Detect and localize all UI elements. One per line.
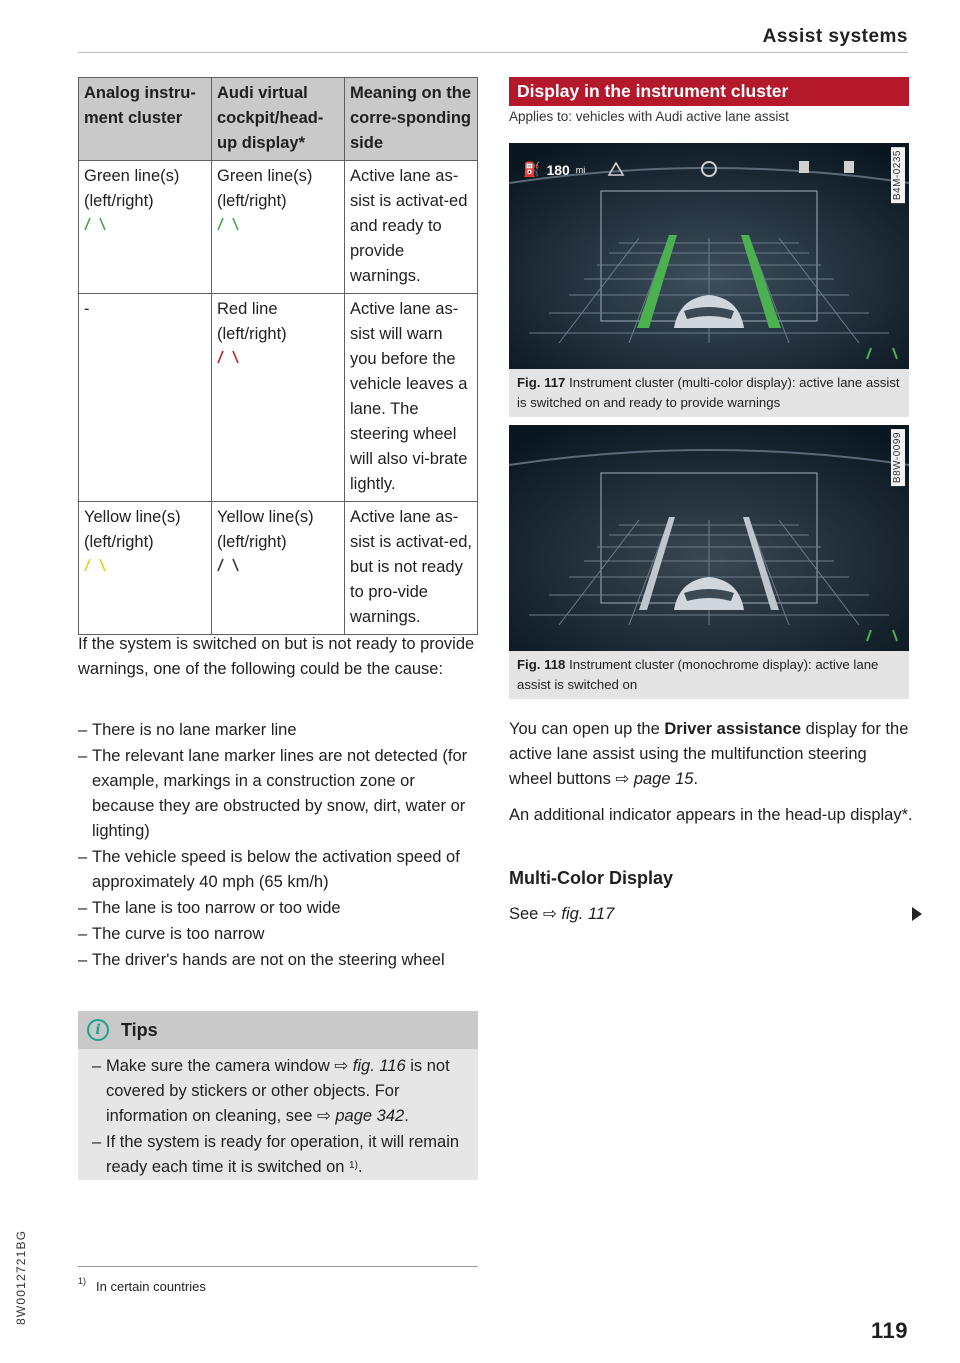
table-cell: Active lane as-sist is activat-ed, but is not ready to pro-vide warnings.: [345, 502, 478, 635]
list-item: – If the system is ready for operation, it will remain ready each time it is switched on $^{1)}$.: [92, 1130, 468, 1180]
table-header-analog: Analog instru-ment cluster: [79, 78, 212, 161]
figure-117: [509, 143, 909, 417]
list-item: – The driver's hands are not on the steering wheel: [78, 948, 478, 973]
page-number: 119: [871, 1318, 908, 1343]
table-cell: Yellow line(s) (left/right): [84, 508, 181, 551]
multicolor-display-image: [509, 143, 909, 369]
table-cell: -: [79, 294, 212, 502]
section-title-bar: [509, 77, 909, 106]
list-item: – The vehicle speed is below the activation speed of approximately 40 mph (65 km/h): [78, 845, 478, 895]
footnote: $^{1)}$ In certain countries: [78, 1276, 206, 1294]
tips-header: [78, 1011, 478, 1049]
tips-box: [78, 1011, 478, 1180]
table-cell: Green line(s) (left/right): [84, 167, 180, 210]
footnote-divider: [78, 1266, 478, 1267]
figure-code: B4M-0235: [891, 147, 905, 203]
odometer-readout: ⛽ 180 mi: [523, 161, 586, 178]
lane-indicator-table: [78, 77, 478, 635]
tips-list: [78, 1049, 478, 1180]
table-cell: Red line (left/right): [217, 300, 287, 343]
cause-intro-text: If the system is switched on but is not ready to provide warnings, one of the following could be the cause:: [78, 635, 475, 678]
table-cell: Yellow line(s) (left/right): [217, 508, 314, 551]
list-item: – There is no lane marker line: [78, 718, 478, 743]
table-row: [79, 294, 478, 502]
head-up-paragraph: An additional indicator appears in the head-up display*.: [509, 806, 913, 824]
figure-118: [509, 425, 909, 699]
list-item: – The relevant lane marker lines are not detected (for example, markings in a construction zone or because they are obstructed by snow, dirt, water or lighting): [78, 744, 478, 844]
table-cell: Green line(s) (left/right): [217, 167, 313, 210]
figure-caption: Fig. 117 Instrument cluster (multi-color display): active lane assist is switched on and ready to provide warnings: [517, 375, 900, 410]
table-header-meaning: Meaning on the corre-sponding side: [345, 78, 478, 161]
list-item: – Make sure the camera window ⇨ fig. 116 is not covered by stickers or other objects. For information on cleaning, see ⇨ page 342.: [92, 1054, 468, 1129]
monochrome-display-image: [509, 425, 909, 651]
green-lane-lines-icon: [217, 217, 239, 231]
green-lane-lines-icon: [84, 217, 106, 231]
red-lane-lines-icon: [217, 350, 239, 364]
figure-code: B8W-0099: [891, 429, 905, 486]
fuel-pump-icon: ⛽: [523, 161, 541, 177]
table-header-row: [79, 78, 478, 161]
section-title: Display in the instrument cluster: [517, 81, 789, 101]
tips-label: Tips: [121, 1019, 158, 1040]
continue-arrow-icon: [912, 907, 922, 921]
lane-lines-icon: [217, 558, 239, 572]
table-cell: Active lane as-sist is activat-ed and ready to provide warnings.: [345, 161, 478, 294]
table-row: [79, 502, 478, 635]
fig-116-link[interactable]: ⇨ fig. 116: [334, 1057, 406, 1075]
fig-117-link[interactable]: ⇨ fig. 117: [542, 905, 615, 923]
driver-assistance-paragraph: You can open up the Driver assistance display for the active lane assist using the multifunction steering wheel buttons ⇨ page 15.: [509, 720, 909, 788]
info-icon: i: [87, 1019, 109, 1041]
list-item: – The curve is too narrow: [78, 922, 478, 947]
section-header-title: Assist systems: [762, 26, 908, 47]
table-row: [79, 161, 478, 294]
table-header-virtual-cockpit: Audi virtual cockpit/head-up display*: [212, 78, 345, 161]
cause-list: [78, 718, 478, 974]
page-342-link[interactable]: ⇨ page 342: [316, 1107, 405, 1125]
table-cell: Active lane as-sist will warn you before the vehicle leaves a lane. The steering wheel will also vi-brate lightly.: [345, 294, 478, 502]
list-item: – The lane is too narrow or too wide: [78, 896, 478, 921]
page-15-link[interactable]: ⇨ page 15: [615, 770, 694, 788]
yellow-lane-lines-icon: [84, 558, 106, 572]
applies-to-text: Applies to: vehicles with Audi active lane assist: [509, 109, 789, 124]
header-divider: [78, 52, 908, 53]
multicolor-display-heading: Multi-Color Display: [509, 868, 674, 888]
figure-caption: Fig. 118 Instrument cluster (monochrome display): active lane assist is switched on: [517, 657, 879, 692]
see-figure-paragraph: See ⇨ fig. 117: [509, 905, 615, 923]
document-code: 8W0012721BG: [14, 1229, 28, 1325]
footnote-marker: 1): [349, 1160, 358, 1171]
